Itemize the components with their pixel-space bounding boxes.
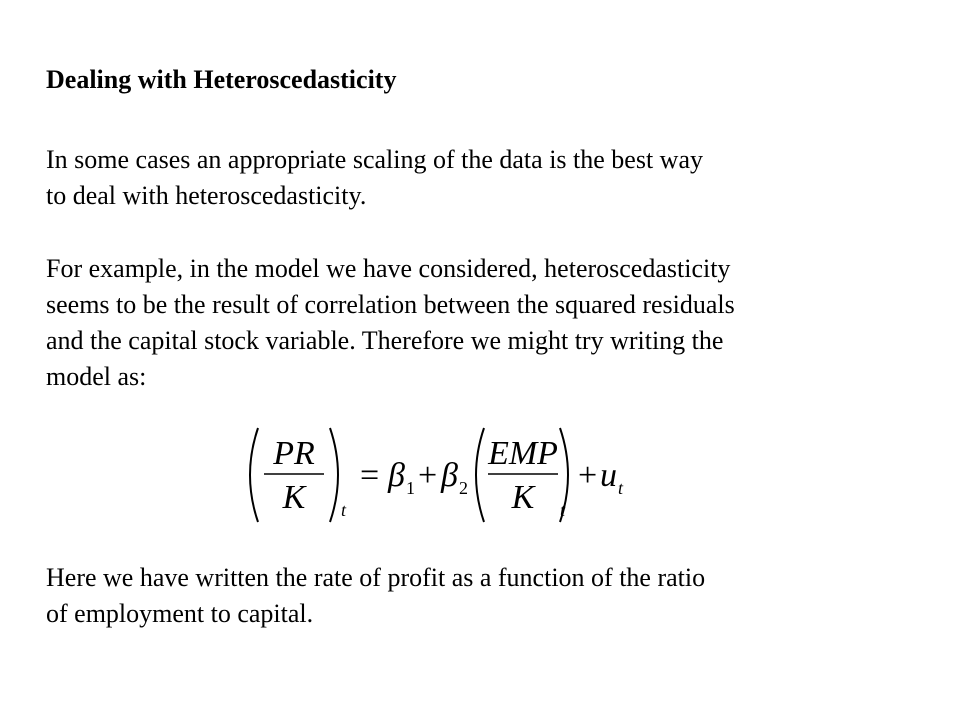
beta2-subscript: 2 [459,478,468,498]
error-term: u [600,457,617,494]
beta2-symbol: β [441,457,458,494]
paragraph-line: and the capital stock variable. Therefore we might try writing the [46,326,724,355]
plus-sign: + [418,457,438,494]
paragraph-line: seems to be the result of correlation between the squared residuals [46,290,735,319]
paragraph-line: of employment to capital. [46,599,314,628]
paragraph-line: to deal with heteroscedasticity. [46,181,367,210]
beta1-subscript: 1 [406,478,415,498]
lhs-numerator: PR [273,435,315,472]
paragraph-example [46,251,735,395]
right-paren-open [476,428,484,522]
lhs-subscript: t [341,500,347,520]
paragraph-line: For example, in the model we have considered, heteroscedasticity [46,254,731,283]
lhs-denominator: K [282,479,306,516]
paragraph-line: In some cases an appropriate scaling of the data is the best way [46,145,703,174]
paragraph-line: model as: [46,362,147,391]
model-equation [238,420,658,530]
equals-sign: = [360,457,380,494]
error-subscript: t [618,478,624,498]
rhs-subscript: t [560,500,566,520]
rhs-numerator: EMP [488,435,558,472]
left-paren-close [330,428,338,522]
paragraph-conclusion [46,560,705,632]
paragraph-intro [46,142,703,214]
equation-svg [238,420,658,530]
beta1-symbol: β [388,457,405,494]
rhs-denominator: K [511,479,535,516]
plus-sign: + [578,457,598,494]
left-paren-open [250,428,258,522]
page-title: Dealing with Heteroscedasticity [46,65,397,94]
paragraph-line: Here we have written the rate of profit as a function of the ratio [46,563,706,592]
